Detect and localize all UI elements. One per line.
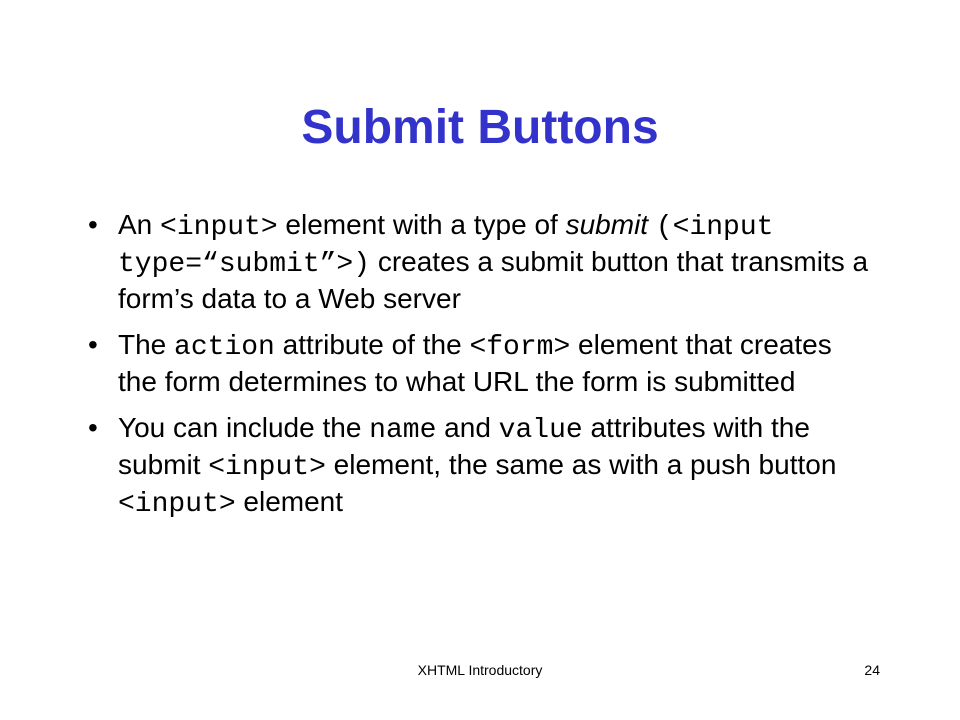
bullet-text-part: element bbox=[235, 486, 344, 517]
page-number: 24 bbox=[864, 662, 880, 678]
code-snippet: name bbox=[369, 415, 437, 446]
bullet-text-1 bbox=[118, 209, 868, 314]
bullet-mark: • bbox=[88, 209, 98, 240]
bullet-item bbox=[88, 411, 878, 522]
bullet-text-part: and bbox=[436, 412, 499, 443]
code-snippet: <input> bbox=[118, 489, 236, 520]
slide-title: Submit Buttons bbox=[301, 101, 659, 154]
emphasis-text: submit bbox=[565, 209, 649, 240]
footer-title: XHTML Introductory bbox=[417, 662, 543, 678]
code-snippet: <input> bbox=[160, 212, 278, 243]
bullet-text-part: attributes with the submit bbox=[118, 412, 810, 480]
bullet-list bbox=[88, 208, 878, 534]
bullet-mark: • bbox=[88, 329, 98, 360]
bullet-text-3 bbox=[118, 412, 837, 520]
bullet-text-part bbox=[648, 209, 656, 240]
bullet-text-2 bbox=[118, 329, 832, 397]
bullet-text-part: element with a type of bbox=[277, 209, 566, 240]
code-snippet: value bbox=[498, 415, 583, 446]
bullet-mark: • bbox=[88, 412, 98, 443]
bullet-text-part: creates a submit button that transmits a form’s data to a Web server bbox=[118, 246, 869, 314]
bullet-text-part: element that creates the form determines to what URL the form is submitted bbox=[118, 329, 832, 397]
bullet-item bbox=[88, 328, 878, 399]
bullet-text-part: element, the same as with a push button bbox=[325, 449, 837, 480]
bullet-item bbox=[88, 208, 878, 316]
bullet-text-part: An bbox=[118, 209, 161, 240]
code-snippet: (<input type=“submit”>) bbox=[118, 212, 774, 280]
code-snippet: <input> bbox=[208, 452, 326, 483]
bullet-text-part: The bbox=[118, 329, 175, 360]
code-snippet: action bbox=[174, 332, 275, 363]
bullet-text-part: attribute of the bbox=[274, 329, 470, 360]
code-snippet: <form> bbox=[469, 332, 571, 363]
bullet-text-part: You can include the bbox=[118, 412, 370, 443]
